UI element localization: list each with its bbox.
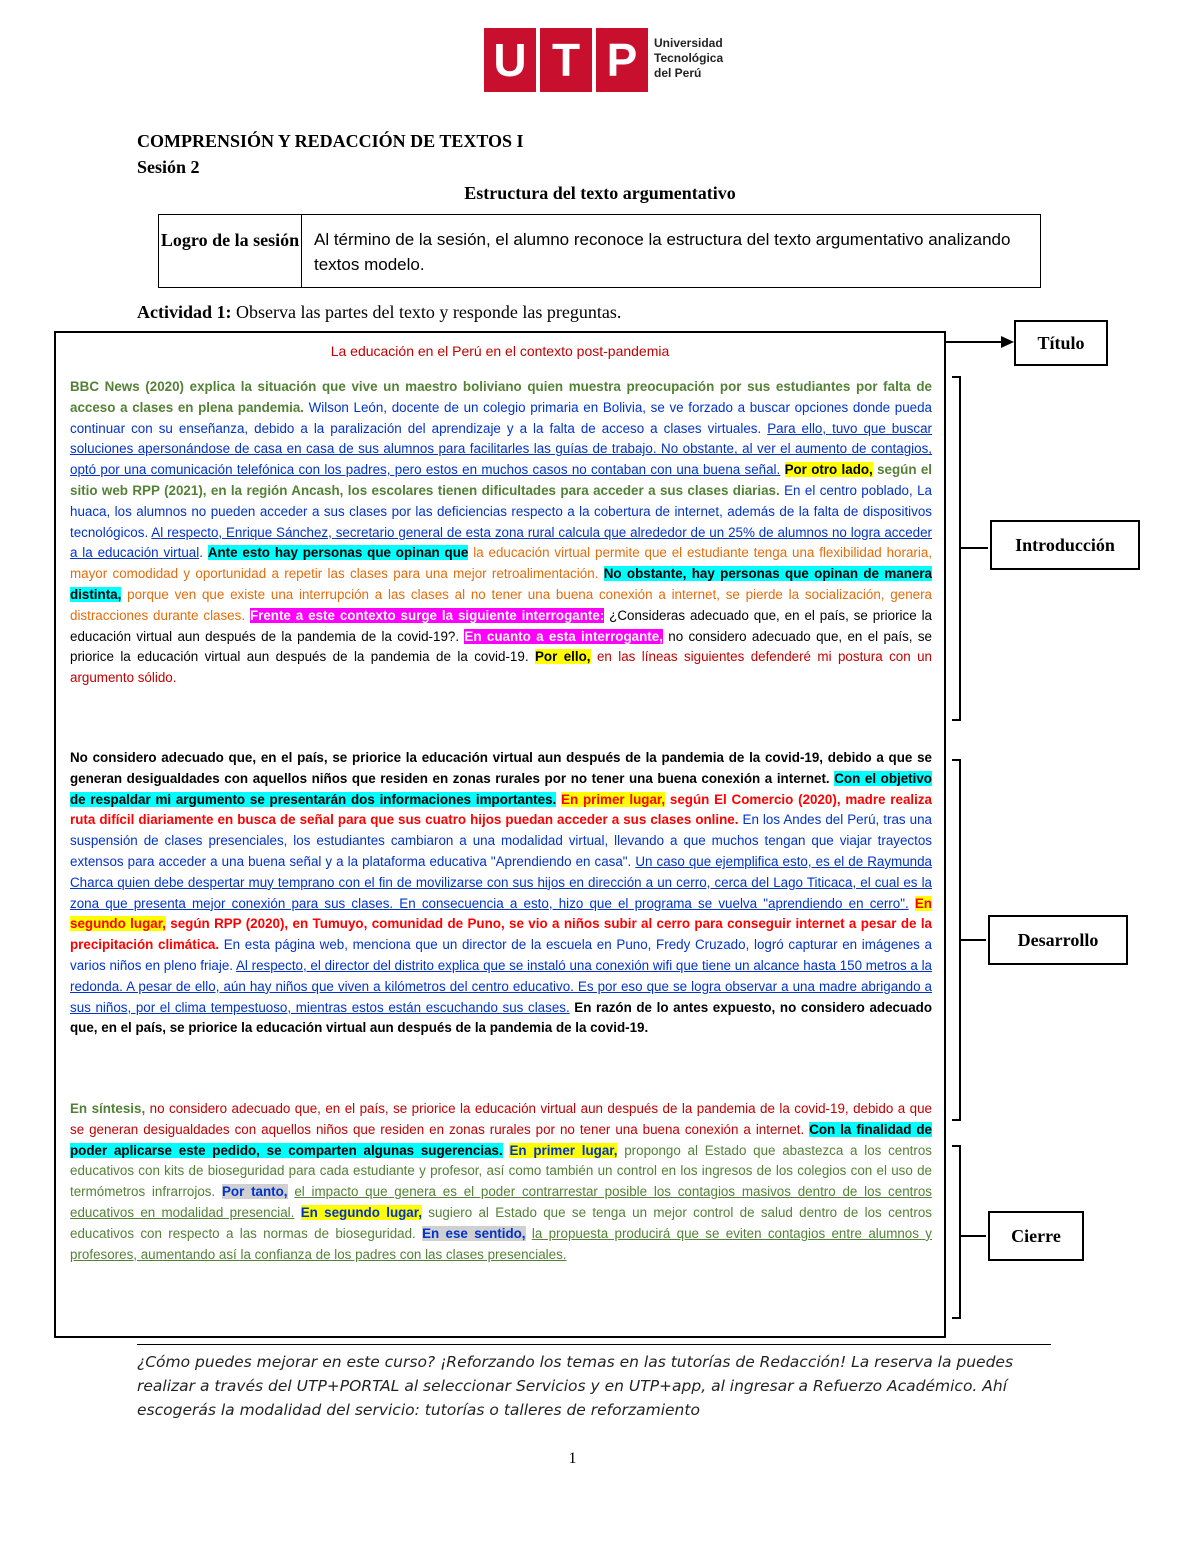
connector-highlight: Ante esto hay personas que opinan que xyxy=(207,545,469,561)
course-title: COMPRENSIÓN Y REDACCIÓN DE TEXTOS I xyxy=(137,131,524,151)
text-run: la propuesta producirá que se eviten contagios entre alumnos y profesores, aumentando así la confianza de los padres con las clases presenciales. xyxy=(70,1225,932,1262)
closing-bracket xyxy=(952,1146,986,1318)
logo-text-line: del Perú xyxy=(654,66,702,80)
topic-title: Estructura del texto argumentativo xyxy=(464,183,736,203)
text-run: no considero adecuado que, en el país, se priorice la educación virtual aun después de la pandemia de la covid-19, debido a que se generan desigualdades con aquellos niños que residen en zonas rurales por no tener una buena conexión a internet. xyxy=(70,1101,933,1137)
connector-highlight: Con el objetivo de respaldar mi argumento se presentarán dos informaciones importantes. xyxy=(70,770,932,807)
text-run: sugiero al Estado que se tenga un mejor control de salud dentro de los centros educativos con respecto a las normas de bioseguridad. xyxy=(70,1204,932,1241)
text-run: porque ven que existe una interrupción a las clases al no tener una buena conexión a internet, se pierde la socialización, genera distracciones durante clases. xyxy=(70,586,932,623)
activity-text: Observa las partes del texto y responde las preguntas. xyxy=(231,302,622,322)
text-run: Al respecto, el director del distrito explica que se instaló una conexión wifi que tiene un alcance hasta 150 metros a la redonda. A pesar de ello, aún hay niños que viven a kilómetros del centro educativo. Es por eso que se logra observar a una madre abrigando a sus niños, por el clima tempestuoso, mientras estos están escuchando sus clases. xyxy=(70,957,932,1015)
label-introduccion: Introducción xyxy=(990,520,1140,570)
logo-letter-p: P xyxy=(596,28,648,92)
logo-text-line: Tecnológica xyxy=(654,51,724,65)
connector-highlight: No obstante, hay personas que opinan de manera distinta, xyxy=(70,566,932,602)
connector-highlight: En ese sentido, xyxy=(422,1225,526,1241)
connector-highlight: Por tanto, xyxy=(221,1184,288,1200)
text-title: La educación en el Perú en el contexto post-pandemia xyxy=(330,343,670,359)
footer-divider xyxy=(137,1344,1051,1345)
text-run: En síntesis, xyxy=(70,1101,146,1116)
text-run: BBC News (2020) explica la situación que vive un maestro boliviano quien muestra preocupación por sus estudiantes por falta de acceso a clases en plena pandemia. xyxy=(70,379,932,415)
text-run: En razón de lo antes expuesto, no considero adecuado que, en el país, se priorice la educación virtual aun después de la pandemia de la covid-19. xyxy=(70,999,932,1036)
development-bracket xyxy=(952,760,986,1120)
text-run: el impacto que genera es el poder contrarrestar posible los contagios masivos dentro de los centros educativos en modalidad presencial. xyxy=(70,1184,932,1220)
activity-label: Actividad 1: xyxy=(137,302,232,322)
connector-highlight: Por otro lado, xyxy=(784,462,873,478)
text-run: Un caso que ejemplifica esto, es el de Raymunda Charca quien debe despertar muy temprano con el fin de movilizarse con sus hijos en dirección a un cerro, cerca del Lago Titicaca, el cual es la zona que presenta mejor conexión para sus clases. En consecuencia a esto, hizo que el programa se vuelva "aprendiendo en cerro". xyxy=(70,853,932,911)
connector-highlight: En segundo lugar, xyxy=(300,1204,422,1220)
text-run: propongo al Estado que abastezca a los centros educativos con kits de bioseguridad para cada estudiante y profesor, así como también un control en los ingresos de los colegios con el uso de termómetros infrarrojos. xyxy=(70,1142,932,1200)
text-run: según El Comercio (2020), madre realiza ruta difícil diariamente en busca de señal para que sus cuatro hijos puedan acceder a sus clases online. xyxy=(70,791,932,828)
session-label: Sesión 2 xyxy=(137,157,200,177)
logo-text-line: Universidad xyxy=(654,36,723,50)
connector-highlight: En primer lugar, xyxy=(561,791,666,807)
label-desarrollo: Desarrollo xyxy=(988,915,1128,965)
logo-letter-t: T xyxy=(540,28,592,92)
connector-highlight: Frente a este contexto surge la siguiente interrogante: xyxy=(249,607,605,623)
text-run: según RPP (2020), en Tumuyo, comunidad de Puno, se vio a niños subir al cerro para conseguir internet a pesar de la precipitación climática. xyxy=(70,916,933,953)
footer-note: ¿Cómo puedes mejorar en este curso? ¡Reforzando los temas en las tutorías de Redacción! La reserva la puedes realizar a través del UTP+PORTAL al seleccionar Servicios y en UTP+app, al ingresar a Refuerzo Académico. Ahí escogerás la modalidad del servicio: tutorías o talleres de reforzamiento xyxy=(137,1353,1014,1419)
text-run: Al respecto, Enrique Sánchez, secretario general de esta zona rural calcula que alrededor de un 25% de alumnos no logra acceder a la educación virtual xyxy=(70,524,932,561)
connector-highlight: Con la finalidad de poder aplicarse este pedido, se comparten algunas sugerencias. xyxy=(70,1121,932,1158)
text-run: Para ello, tuvo que buscar soluciones apersonándose de casa en casa de sus alumnos para facilitarles las guías de trabajo. No obstante, al ver el aumento de contagios, optó por una comunicación telefónica con los padres, pero estos en muchos casos no contaban con una buena señal. xyxy=(70,420,932,478)
text-run: . xyxy=(199,545,208,561)
title-arrow-head xyxy=(1001,336,1014,348)
logro-text: Al término de la sesión, el alumno reconoce la estructura del texto argumentativo analizando textos modelo. xyxy=(314,230,1011,274)
label-titulo: Título xyxy=(1014,320,1108,366)
connector-highlight: En segundo lugar, xyxy=(70,895,932,932)
text-run: ¿Consideras adecuado que, en el país, se priorice la educación virtual aun después de la pandemia de la covid-19?. xyxy=(70,607,932,644)
connector-highlight: En cuanto a esta interrogante, xyxy=(464,628,663,644)
intro-bracket xyxy=(952,377,988,720)
label-cierre: Cierre xyxy=(988,1211,1084,1261)
connector-highlight: Por ello, xyxy=(534,649,591,665)
text-run: En los Andes del Perú, tras una suspensión de clases presenciales, los estudiantes cambiaron a una modalidad virtual, llevando a que muchos tengan que viajar trayectos extensos para acceder a una buena señal y a la plataforma educativa "Aprendiendo en casa". xyxy=(70,812,932,869)
logro-label: Logro de la sesión xyxy=(159,215,302,287)
text-run: En el centro poblado, La huaca, los alumnos no pueden acceder a sus clases por las deficiencias respecto a la cobertura de internet, además de la falta de dispositivos tecnológicos. xyxy=(70,482,932,540)
connector-highlight: En primer lugar, xyxy=(509,1142,618,1158)
text-run: no considero adecuado que, en el país, se priorice la educación virtual aun después de la pandemia de la covid-19. xyxy=(70,628,932,665)
text-run: En esta página web, menciona que un director de la escuela en Puno, Fredy Cruzado, logró capturar en imágenes a varios niños en pleno friaje. xyxy=(70,937,932,973)
text-run: según el sitio web RPP (2021), en la región Ancash, los escolares tienen dificultades para acceder a sus clases diarias. xyxy=(70,462,932,498)
text-run: en las líneas siguientes defenderé mi postura con un argumento sólido. xyxy=(70,649,932,686)
page-number: 1 xyxy=(568,1450,577,1467)
text-run: la educación virtual permite que el estudiante tenga una flexibilidad horaria, mayor comodidad y oportunidad a repetir las clases para una mejor retroalimentación. xyxy=(70,545,932,582)
text-run: Wilson León, docente de un colegio primaria en Bolivia, se ve forzado a buscar opciones donde pueda continuar con su enseñanza, debido a la paralización del aprendizaje y a la falta de acceso a clases virtuales. xyxy=(70,399,933,436)
text-run: No considero adecuado que, en el país, se priorice la educación virtual aun después de la pandemia de la covid-19, debido a que se generan desigualdades con aquellos niños que residen en zonas rurales por no tener una buena conexión a internet. xyxy=(70,750,932,786)
logo-letter-u: U xyxy=(484,28,536,92)
